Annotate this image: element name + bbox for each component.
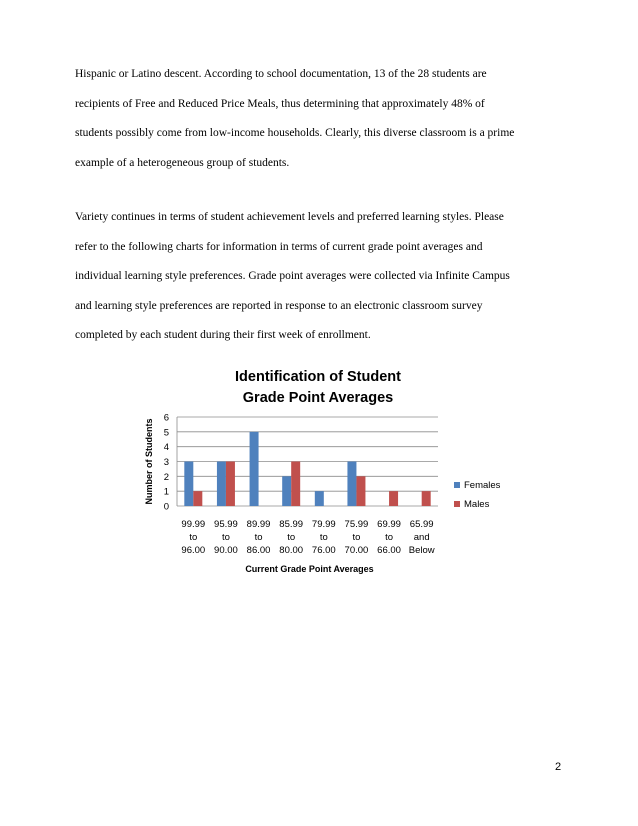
y-tick-label: 4 (163, 442, 169, 454)
y-tick-label: 6 (163, 412, 169, 424)
x-tick-label: 80.00 (279, 545, 304, 556)
text-line: individual learning style preferences. Grade point averages were collected via Infinite Campus (75, 270, 510, 282)
x-tick-label: to (385, 532, 394, 543)
page-number: 2 (555, 761, 562, 773)
x-tick-label: 69.99 (377, 519, 401, 530)
y-tick-label: 0 (163, 501, 169, 513)
legend-label: Females (464, 480, 501, 491)
bar-females (184, 462, 193, 507)
legend-swatch (454, 501, 460, 507)
x-tick-label: 90.00 (214, 545, 238, 556)
x-tick-label: 75.99 (344, 519, 369, 530)
y-tick-label: 5 (163, 427, 169, 439)
gpa-chart (130, 360, 510, 580)
x-tick-label: Below (408, 545, 435, 556)
y-tick-label: 1 (163, 486, 169, 498)
bar-females (347, 462, 356, 507)
x-tick-label: 95.99 (214, 519, 238, 530)
bar-males (193, 491, 202, 506)
bar-males (226, 462, 235, 507)
text-line: recipients of Free and Reduced Price Meals, thus determining that approximately 48% of (75, 97, 485, 110)
text-line: students possibly come from low-income households. Clearly, this diverse classroom is a prime (75, 127, 515, 139)
x-tick-label: 89.99 (246, 519, 271, 530)
x-tick-label: 86.00 (246, 545, 271, 556)
bar-males (356, 476, 365, 506)
bar-females (217, 462, 226, 507)
bar-males (389, 491, 398, 506)
x-tick-label: to (287, 532, 296, 543)
chart-title: Grade Point Averages (242, 390, 394, 406)
bar-females (250, 432, 259, 506)
x-tick-label: 79.99 (311, 519, 336, 530)
x-tick-label: 85.99 (279, 519, 304, 530)
text-line: completed by each student during their first week of enrollment. (75, 329, 371, 341)
chart-title: Identification of Student (235, 369, 401, 385)
x-tick-label: to (352, 532, 361, 543)
x-tick-label: 66.00 (377, 545, 401, 556)
x-tick-label: 99.99 (181, 519, 206, 530)
legend-label: Males (464, 499, 490, 510)
x-tick-label: and (413, 532, 430, 543)
x-tick-label: to (221, 532, 230, 543)
legend-swatch (454, 482, 460, 488)
y-tick-label: 3 (163, 457, 169, 468)
bar-females (282, 476, 291, 506)
x-tick-label: to (254, 532, 263, 543)
text-line: refer to the following charts for information in terms of current grade point averages and (75, 240, 483, 253)
bar-males (422, 491, 431, 506)
text-line: Variety continues in terms of student achievement levels and preferred learning styles. Please (75, 211, 504, 223)
y-tick-label: 2 (163, 471, 169, 483)
x-tick-label: 76.00 (311, 545, 336, 556)
paragraph-demographics (75, 60, 575, 178)
x-tick-label: to (319, 532, 328, 543)
x-tick-label: 70.00 (344, 545, 369, 556)
paragraph-variety (75, 203, 575, 351)
text-line: example of a heterogeneous group of students. (75, 156, 290, 169)
x-tick-label: 96.00 (181, 545, 206, 556)
text-line: Hispanic or Latino descent. According to school documentation, 13 of the 28 students are (75, 68, 487, 80)
x-axis-label: Current Grade Point Averages (245, 564, 374, 574)
bar-females (315, 491, 324, 506)
x-tick-label: to (189, 532, 198, 543)
y-axis-label: Number of Students (144, 418, 154, 505)
bar-males (291, 462, 300, 507)
text-line: and learning style preferences are reported in response to an electronic classroom survey (75, 299, 483, 312)
x-tick-label: 65.99 (409, 519, 434, 530)
